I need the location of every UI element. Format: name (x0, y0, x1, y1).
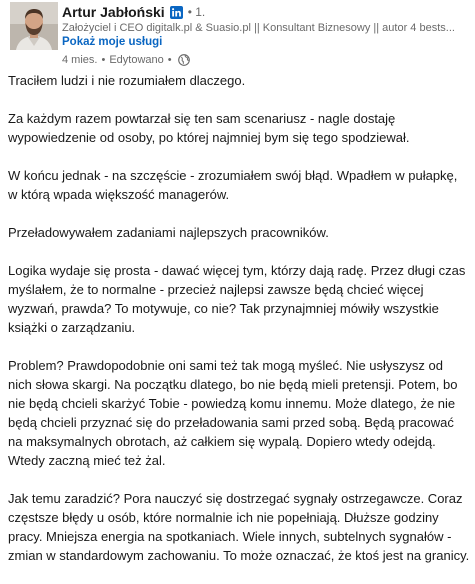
connection-degree: • 1. (187, 5, 206, 19)
post-time: 4 mies. (62, 54, 98, 66)
post-content (8, 71, 470, 584)
globe-icon (178, 54, 190, 66)
author-line (62, 2, 205, 22)
avatar[interactable] (10, 2, 58, 50)
post-paragraph: Logika wydaje się prosta - dawać więcej tym, którzy dają radę. Przez długi czas myślałem, że to normalne - przecież najlepsi zawsze będą chcieć więcej wyzwań, prawda? To motywuje, co nie? Tak przynajmniej mówiły wszystkie książki o zarządzaniu. (8, 263, 466, 335)
post-paragraph: Za każdym razem powtarzał się ten sam scenariusz - nagle dostaję wypowiedzenie od osoby, po której najmniej bym się tego spodziewał. (8, 111, 410, 145)
post-paragraph: Traciłem ludzi i nie rozumiałem dlaczego. (8, 73, 246, 88)
meta-separator: • (167, 54, 172, 66)
post-paragraph: Jak temu zaradzić? Pora nauczyć się dostrzegać sygnały ostrzegawcze. Coraz częstsze błędy u osób, które normalnie ich nie popełniają. Dłuższe godziny pracy. Mniejsza energia na spotkaniach. Wiele innych, subtelnych sygnałów - zmian w standardowym zachowaniu. To może oznaczać, że ktoś jest na granicy. (8, 491, 470, 563)
post-paragraph: W końcu jednak - na szczęście - zrozumiałem swój błąd. Wpadłem w pułapkę, w którą wpada większość managerów. (8, 168, 458, 202)
linkedin-premium-icon (170, 6, 183, 19)
author-headline: Założyciel i CEO digitalk.pl & Suasio.pl || Konsultant Biznesowy || autor 4 bests... (62, 22, 455, 34)
meta-separator: • (101, 54, 106, 66)
author-name[interactable]: Artur Jabłoński (62, 4, 165, 20)
post-meta (62, 52, 190, 68)
post-paragraph: Przeładowywałem zadaniami najlepszych pracowników. (8, 225, 329, 240)
post-paragraph: Problem? Prawdopodobnie oni sami też tak mogą myśleć. Nie usłyszysz od nich słowa skargi. Na początku dlatego, bo nie będą mieli pretensji. Potem, bo nie będą chcieli skarżyć Tobie - powiedzą komu innemu. Może dlatego, że nie będą chcieli przyznać się do przeładowania sami przed sobą. Będą pracować na maksymalnych obrotach, aż całkiem się wypalą. Dopiero wtedy odejdą. Wtedy zaczną mieć też żal. (8, 358, 458, 468)
show-services-link[interactable]: Pokaż moje usługi (62, 36, 163, 48)
edited-label: Edytowano (109, 54, 164, 66)
